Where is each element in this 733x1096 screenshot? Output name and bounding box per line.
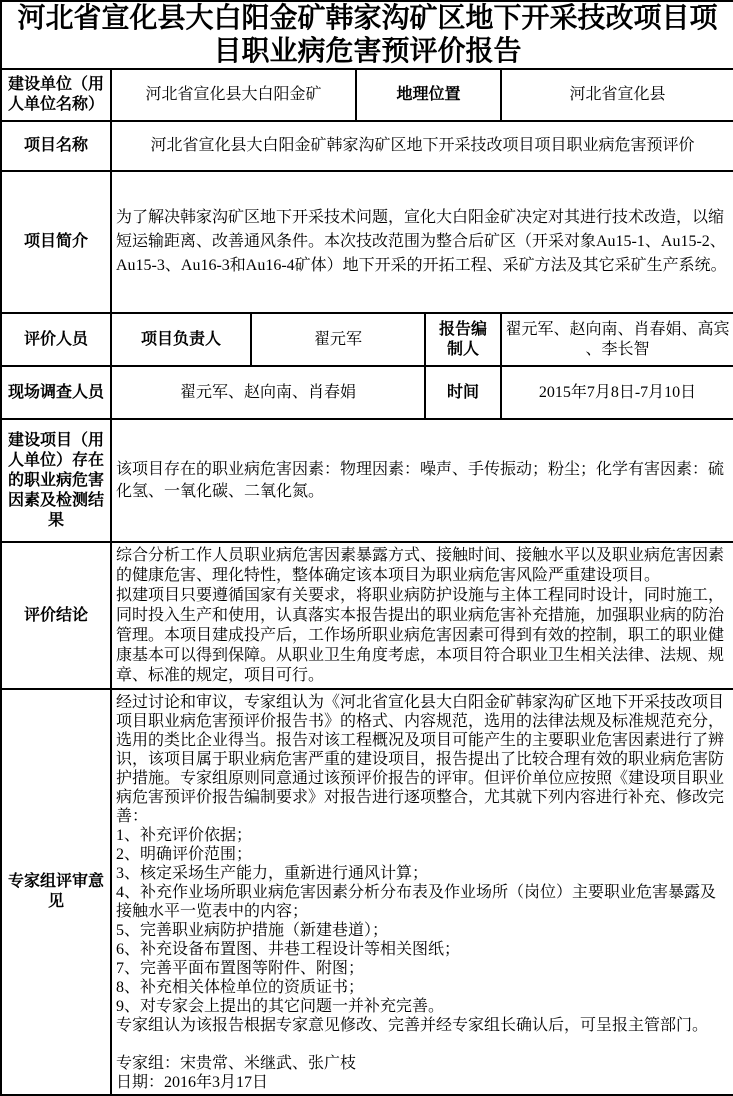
project-intro-value xyxy=(111,171,733,313)
project-intro-row xyxy=(1,171,733,313)
expert-review-row xyxy=(1,689,733,1095)
time-value: 2015年7月8日-7月10日 xyxy=(501,366,733,419)
expert-review-label: 专家组评审意见 xyxy=(1,689,111,1095)
survey-staff-names: 翟元军、赵向南、肖春娟 xyxy=(111,366,425,419)
expert-review-item: 4、补充作业场所职业病危害因素分析分布表及作业场所（岗位）主要职业危害暴露及接触水平一览表中的内容； xyxy=(116,884,717,920)
expert-review-value xyxy=(111,689,733,1095)
hazards-row xyxy=(1,419,733,542)
geo-label: 地理位置 xyxy=(356,69,501,121)
project-name-value: 河北省宣化县大白阳金矿韩家沟矿区地下开采技改项目项目职业病危害预评价 xyxy=(111,121,733,171)
expert-review-item: 6、补充设备布置图、井巷工程设计等相关图纸； xyxy=(116,941,461,958)
expert-review-closing: 专家组认为该报告根据专家意见修改、完善并经专家组长确认后，可呈报主管部门。 xyxy=(116,1017,709,1034)
hazards-label: 建设项目（用人单位）存在的职业病危害因素及检测结果 xyxy=(1,419,111,542)
expert-date: 日期：2016年3月17日 xyxy=(116,1074,269,1091)
expert-review-item: 9、对专家会上提出的其它问题一并补充完善。 xyxy=(116,998,445,1015)
project-name-label: 项目名称 xyxy=(1,121,111,171)
project-intro-text: 为了解决韩家沟矿区地下开采技术问题，宣化大白阳金矿决定对其进行技术改造，以缩短运输距离、改善通风条件。本次技改范围为整合后矿区（开采对象Au15-1、Au15-2、Au15-3、Au16-3和Au16-4矿体）地下开采的开拓工程、采矿方法及其它采矿生产系统。 xyxy=(116,209,727,274)
conclusion-paragraph: 综合分析工作人员职业病危害因素暴露方式、接触时间、接触水平以及职业病危害因素的健康危害、理化特性，整体确定该本项目为职业病危害风险严重建设项目。 xyxy=(116,547,725,584)
survey-staff-label: 现场调查人员 xyxy=(1,366,111,419)
project-leader-label: 项目负责人 xyxy=(111,313,251,366)
evaluators-row xyxy=(1,313,733,366)
expert-review-item: 1、补充评价依据； xyxy=(116,827,253,844)
builder-label: 建设单位（用人单位名称） xyxy=(1,69,111,121)
hazards-value xyxy=(111,419,733,542)
spacer xyxy=(116,1035,729,1054)
hazards-text: 该项目存在的职业病危害因素：物理因素：噪声、手传振动；粉尘；化学有害因素：硫化氢、一氧化碳、二氧化氮。 xyxy=(116,460,725,500)
expert-review-item: 7、完善平面布置图等附件、附图； xyxy=(116,960,365,977)
builder-row xyxy=(1,69,733,121)
time-label: 时间 xyxy=(425,366,501,419)
expert-team: 专家组：宋贵常、米继武、张广枝 xyxy=(116,1055,357,1072)
expert-review-item: 8、补充相关体检单位的资质证书； xyxy=(116,979,365,996)
expert-review-item: 2、明确评价范围； xyxy=(116,846,253,863)
project-name-row xyxy=(1,121,733,171)
geo-value: 河北省宣化县 xyxy=(501,69,733,121)
conclusion-value xyxy=(111,542,733,689)
builder-value: 河北省宣化县大白阳金矿 xyxy=(111,69,356,121)
project-intro-label: 项目简介 xyxy=(1,171,111,313)
survey-row xyxy=(1,366,733,419)
expert-review-item: 5、完善职业病防护措施（新建巷道）； xyxy=(116,922,389,939)
report-writer-names: 翟元军、赵向南、肖春娟、高宾、李长智 xyxy=(501,313,733,366)
report-writer-label: 报告编制人 xyxy=(425,313,501,366)
expert-review-item: 3、核定采场生产能力，重新进行通风计算； xyxy=(116,865,429,882)
conclusion-label: 评价结论 xyxy=(1,542,111,689)
conclusion-paragraph: 拟建项目只要遵循国家有关要求，将职业病防护设施与主体工程同时设计，同时施工，同时投入生产和使用，认真落实本报告提出的职业病危害补充措施，加强职业病的防治管理。本项目建成投产后，工作场所职业病危害因素可得到有效的控制，职工的职业健康基本可以得到保障。从职业卫生角度考虑，本项目符合职业卫生相关法律、法规、规章、标准的规定，项目可行。 xyxy=(116,587,725,684)
project-leader-name: 翟元军 xyxy=(251,313,425,366)
report-title: 河北省宣化县大白阳金矿韩家沟矿区地下开采技改项目项目职业病危害预评价报告 xyxy=(1,1,733,69)
expert-review-intro: 经过讨论和审议，专家组认为《河北省宣化县大白阳金矿韩家沟矿区地下开采技改项目项目职业病危害预评价报告书》的格式、内容规范，选用的法律法规及标准规范充分，选用的类比企业得当。报告对该工程概况及项目可能产生的主要职业危害因素进行了辨识，该项目属于职业病危害严重的建设项目，报告提出了比较合理有效的职业病危害防护措施。专家组原则同意通过该预评价报告的评审。但评价单位应按照《建设项目职业病危害预评价报告编制要求》对报告进行逐项整合，尤其就下列内容进行补充、修改完善： xyxy=(116,694,725,825)
title-row xyxy=(1,1,733,69)
conclusion-row xyxy=(1,542,733,689)
eval-staff-label: 评价人员 xyxy=(1,313,111,366)
